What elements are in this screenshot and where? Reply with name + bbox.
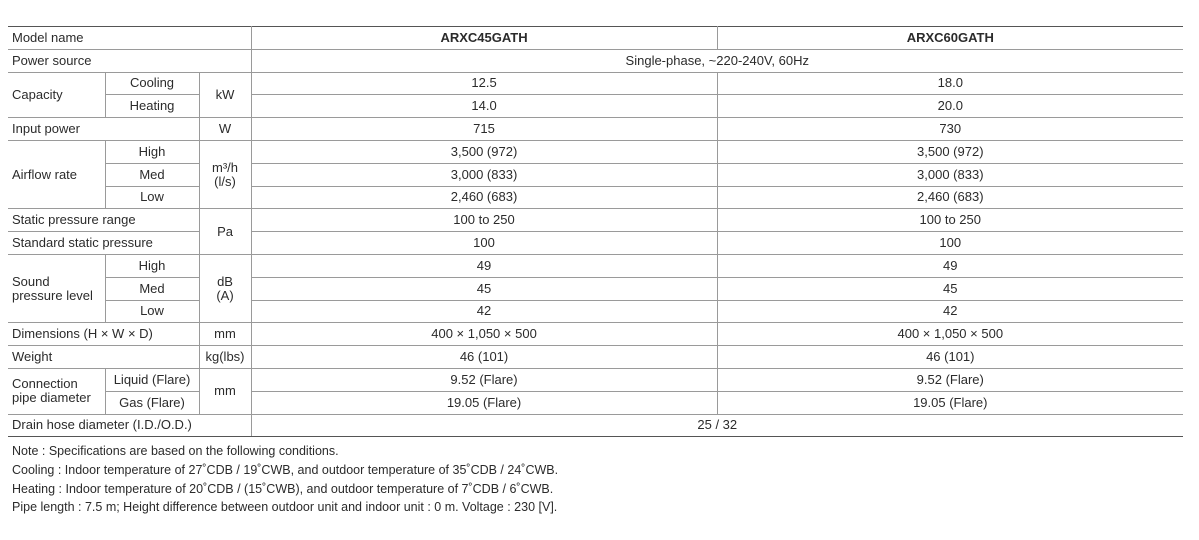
sound-high-label: High	[105, 254, 199, 277]
capacity-heating-label: Heating	[105, 95, 199, 118]
row-power-source	[8, 49, 1183, 72]
model-2-name: ARXC60GATH	[717, 27, 1183, 50]
static-standard-label: Standard static pressure	[8, 232, 199, 255]
spec-notes	[12, 442, 1182, 517]
dimensions-unit: mm	[199, 323, 251, 346]
airflow-med-model-1: 3,000 (833)	[251, 163, 717, 186]
airflow-low-label: Low	[105, 186, 199, 209]
sound-unit-line1: dB	[217, 273, 233, 289]
capacity-label: Capacity	[8, 72, 105, 118]
drain-hose-label: Drain hose diameter (I.D./O.D.)	[8, 414, 251, 437]
model-name-label: Model name	[8, 27, 251, 50]
airflow-label: Airflow rate	[8, 140, 105, 208]
sound-med-model-1: 45	[251, 277, 717, 300]
static-range-label: Static pressure range	[8, 209, 199, 232]
sound-med-model-2: 45	[717, 277, 1183, 300]
dimensions-model-2: 400 × 1,050 × 500	[717, 323, 1183, 346]
pipe-gas-label: Gas (Flare)	[105, 391, 199, 414]
airflow-unit-line2: (l/s)	[214, 173, 236, 189]
connection-pipe-label: Connection pipe diameter	[8, 368, 105, 414]
input-power-unit: W	[199, 118, 251, 141]
row-sound-low	[8, 300, 1183, 323]
note-line: Cooling : Indoor temperature of 27˚CDB / 19˚CWB, and outdoor temperature of 35˚CDB / 24˚CWB.	[12, 462, 559, 477]
sound-low-model-1: 42	[251, 300, 717, 323]
airflow-low-model-2: 2,460 (683)	[717, 186, 1183, 209]
airflow-unit	[199, 140, 251, 208]
row-pipe-gas	[8, 391, 1183, 414]
sound-med-label: Med	[105, 277, 199, 300]
sound-low-label: Low	[105, 300, 199, 323]
sound-unit-line2: (A)	[216, 287, 234, 303]
weight-model-1: 46 (101)	[251, 346, 717, 369]
weight-label: Weight	[8, 346, 199, 369]
capacity-unit: kW	[199, 72, 251, 118]
sound-unit	[199, 254, 251, 322]
drain-hose-value: 25 / 32	[251, 414, 1183, 437]
row-standard-static-pressure	[8, 232, 1183, 255]
row-airflow-low	[8, 186, 1183, 209]
pipe-liquid-label: Liquid (Flare)	[105, 368, 199, 391]
sound-high-model-1: 49	[251, 254, 717, 277]
capacity-heating-model-1: 14.0	[251, 95, 717, 118]
row-weight	[8, 346, 1183, 369]
note-line: Pipe length : 7.5 m; Height difference between outdoor unit and indoor unit : 0 m. Voltage : 230 [V].	[12, 500, 558, 515]
row-dimensions	[8, 323, 1183, 346]
note-line: Heating : Indoor temperature of 20˚CDB / (15˚CWB), and outdoor temperature of 7˚CDB / 6˚CWB.	[12, 481, 554, 496]
power-source-value: Single-phase, ~220-240V, 60Hz	[251, 49, 1183, 72]
airflow-high-label: High	[105, 140, 199, 163]
airflow-high-model-1: 3,500 (972)	[251, 140, 717, 163]
input-power-model-1: 715	[251, 118, 717, 141]
pipe-gas-model-1: 19.05 (Flare)	[251, 391, 717, 414]
pipe-liquid-model-2: 9.52 (Flare)	[717, 368, 1183, 391]
airflow-low-model-1: 2,460 (683)	[251, 186, 717, 209]
dimensions-model-1: 400 × 1,050 × 500	[251, 323, 717, 346]
power-source-label: Power source	[8, 49, 251, 72]
static-range-model-1: 100 to 250	[251, 209, 717, 232]
static-standard-model-2: 100	[717, 232, 1183, 255]
weight-model-2: 46 (101)	[717, 346, 1183, 369]
sound-pressure-label: Sound pressure level	[8, 254, 105, 322]
static-range-model-2: 100 to 250	[717, 209, 1183, 232]
pipe-unit: mm	[199, 368, 251, 414]
row-capacity-heating	[8, 95, 1183, 118]
input-power-model-2: 730	[717, 118, 1183, 141]
airflow-med-model-2: 3,000 (833)	[717, 163, 1183, 186]
spec-table	[8, 26, 1183, 437]
model-1-name: ARXC45GATH	[251, 27, 717, 50]
capacity-cooling-label: Cooling	[105, 72, 199, 95]
pipe-liquid-model-1: 9.52 (Flare)	[251, 368, 717, 391]
row-sound-high	[8, 254, 1183, 277]
row-static-pressure-range	[8, 209, 1183, 232]
airflow-unit-line1: m³/h	[212, 159, 239, 175]
capacity-cooling-model-2: 18.0	[717, 72, 1183, 95]
static-pressure-unit: Pa	[199, 209, 251, 255]
capacity-heating-model-2: 20.0	[717, 95, 1183, 118]
row-capacity-cooling	[8, 72, 1183, 95]
row-model-name	[8, 27, 1183, 50]
row-airflow-med	[8, 163, 1183, 186]
sound-high-model-2: 49	[717, 254, 1183, 277]
row-input-power	[8, 118, 1183, 141]
airflow-high-model-2: 3,500 (972)	[717, 140, 1183, 163]
pipe-gas-model-2: 19.05 (Flare)	[717, 391, 1183, 414]
row-pipe-liquid	[8, 368, 1183, 391]
sound-low-model-2: 42	[717, 300, 1183, 323]
dimensions-label: Dimensions (H × W × D)	[8, 323, 199, 346]
row-airflow-high	[8, 140, 1183, 163]
weight-unit: kg(lbs)	[199, 346, 251, 369]
airflow-med-label: Med	[105, 163, 199, 186]
row-drain-hose	[8, 414, 1183, 437]
row-sound-med	[8, 277, 1183, 300]
capacity-cooling-model-1: 12.5	[251, 72, 717, 95]
note-line: Note : Specifications are based on the following conditions.	[12, 444, 339, 458]
input-power-label: Input power	[8, 118, 199, 141]
static-standard-model-1: 100	[251, 232, 717, 255]
